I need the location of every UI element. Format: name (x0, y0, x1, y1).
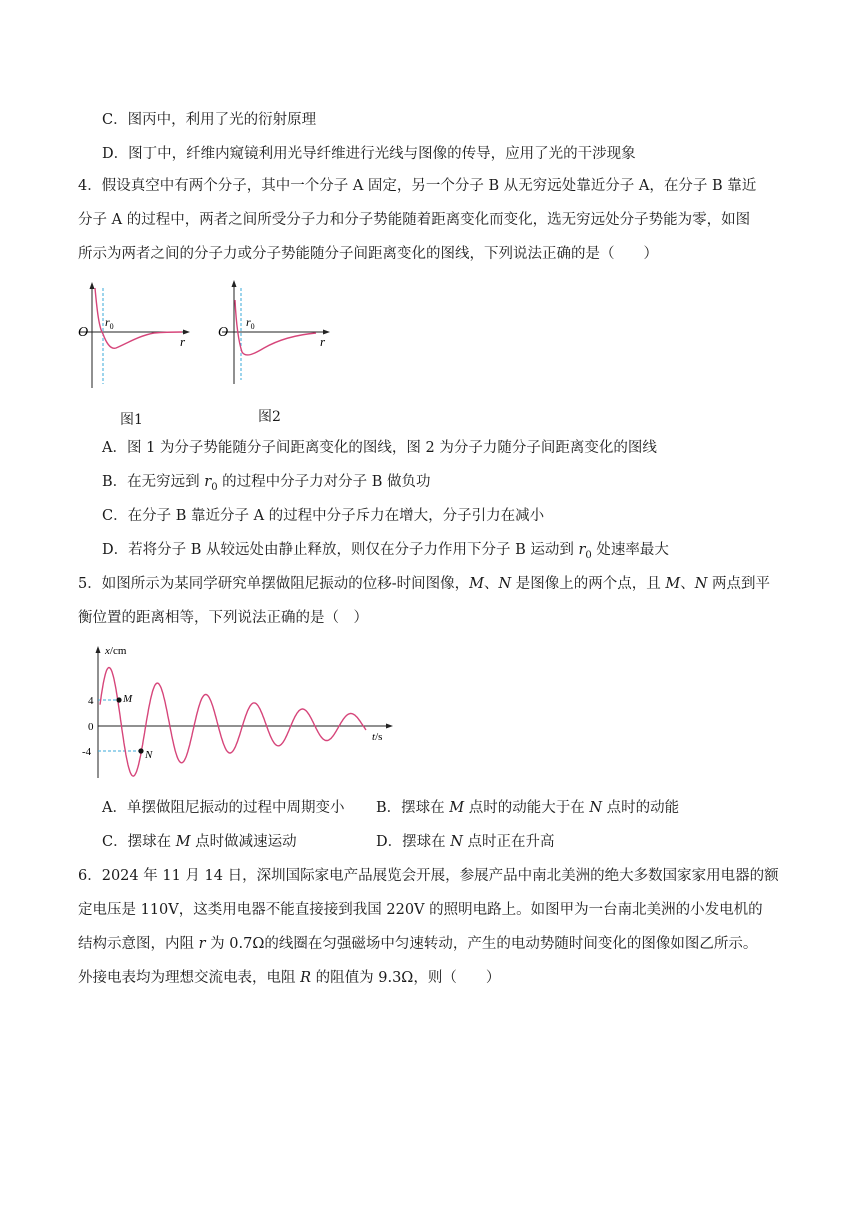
fig5-x-label: t/s (372, 731, 383, 743)
question-6-line-2: 定电压是 110V，这类用电器不能直接接到我国 220V 的照明电路上。如图甲为一台南北美洲的小发电机的 (78, 902, 763, 918)
figure-1-caption: 图1 (120, 412, 143, 428)
question-6-line-4: 外接电表均为理想交流电表，电阻 R 的阻值为 9.3Ω，则（ ） (78, 970, 501, 986)
fig5-point-N: N (145, 749, 153, 761)
option-4c: C．在分子 B 靠近分子 A 的过程中分子斥力在增大，分子引力在减小 (102, 508, 545, 524)
fig2-r0-label: $r_0$ (246, 315, 255, 331)
fig2-origin: O (218, 325, 229, 340)
question-4-line-2: 分子 A 的过程中，两者之间所受分子力和分子势能随着距离变化而变化，选无穷远处分子势能为零，如图 (78, 212, 751, 228)
question-6-line-3: 结构示意图，内阻 r 为 0.7Ω的线圈在匀强磁场中匀速转动，产生的电动势随时间变化的图像如图乙所示。 (78, 936, 758, 952)
question-5-line-2: 衡位置的距离相等，下列说法正确的是（ ） (78, 610, 368, 626)
question-4-line-3: 所示为两者之间的分子力或分子势能随分子间距离变化的图线，下列说法正确的是（ ） (78, 246, 658, 262)
option-4d: D．若将分子 B 从较远处由静止释放，则仅在分子力作用下分子 B 运动到 $r_0$ 处速率最大 (102, 542, 669, 561)
figure-1-force-graph (76, 280, 196, 392)
option-3c: C．图丙中，利用了光的衍射原理 (102, 112, 317, 128)
fig2-r-axis-label: r (320, 334, 326, 349)
option-4a: A．图 1 为分子势能随分子间距离变化的图线，图 2 为分子力随分子间距离变化的图线 (102, 440, 657, 456)
question-4-line-1: 4．假设真空中有两个分子，其中一个分子 A 固定，另一个分子 B 从无穷远处靠近分子 A，在分子 B 靠近 (78, 178, 757, 194)
question-5-line-1: 5．如图所示为某同学研究单摆做阻尼振动的位移-时间图像，M、N 是图像上的两个点，且 M、N 两点到平 (78, 576, 771, 592)
option-5b: B．摆球在 M 点时的动能大于在 N 点时的动能 (376, 800, 680, 816)
fig1-r-axis-label: r (180, 334, 186, 349)
fig1-r0-label: $r_0$ (105, 315, 114, 331)
option-5d: D．摆球在 N 点时正在升高 (376, 834, 555, 850)
option-5a: A．单摆做阻尼振动的过程中周期变小 (102, 800, 345, 816)
fig5-tick-minus-4: -4 (82, 746, 92, 758)
figure-5-damped-oscillation (80, 640, 400, 780)
fig5-tick-0: 0 (88, 721, 94, 733)
fig5-tick-4: 4 (88, 695, 94, 707)
fig5-point-M: M (123, 693, 133, 705)
option-4b: B．在无穷远到 $r_0$ 的过程中分子力对分子 B 做负功 (102, 474, 431, 493)
option-3d: D．图丁中，纤维内窥镜利用光导纤维进行光线与图像的传导，应用了光的干涉现象 (102, 146, 636, 162)
figure-2-potential-graph (216, 280, 336, 390)
question-6-line-1: 6．2024 年 11 月 14 日，深圳国际家电产品展览会开展，参展产品中南北美洲的绝大多数国家家用电器的额 (78, 868, 779, 884)
fig1-origin: O (78, 325, 89, 340)
fig5-y-label: x/cm (105, 645, 127, 657)
option-5c: C．摆球在 M 点时做减速运动 (102, 834, 297, 850)
figure-2-caption: 图2 (258, 409, 281, 425)
